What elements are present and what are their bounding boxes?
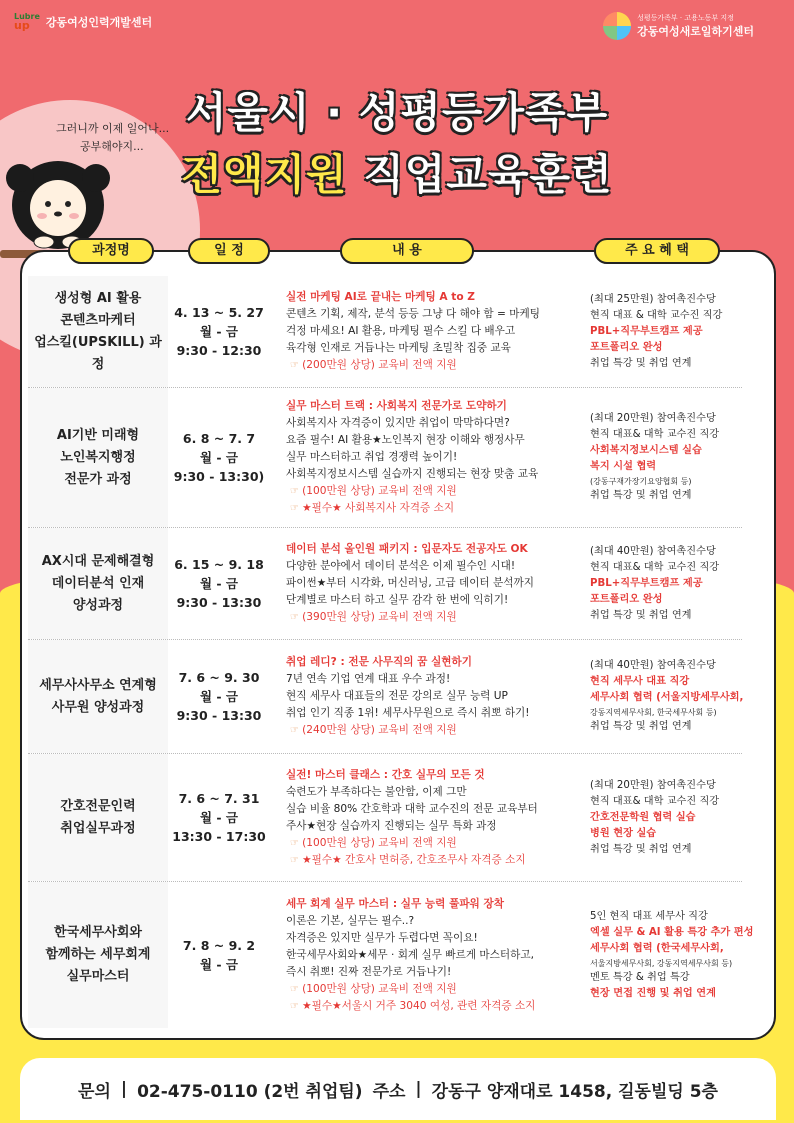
schedule-line: 7. 6 ~ 9. 30 — [178, 670, 260, 685]
content-line: 주사★현장 실습까지 진행되는 실무 특화 과정 — [286, 819, 497, 832]
benefit-line: 현직 대표& 대학 교수진 직강 — [590, 795, 720, 807]
schedule-line: 9:30 - 13:30) — [173, 469, 265, 484]
pointing-hand-icon: ☞ — [290, 486, 303, 497]
schedule-line: 월 - 금 — [199, 450, 239, 465]
schedule-line: 월 - 금 — [199, 957, 239, 972]
benefit-line: PBL+직무부트캠프 제공 — [590, 577, 703, 589]
pointing-hand-icon: ☞ — [290, 837, 303, 849]
course-schedule — [168, 388, 270, 527]
course-schedule — [168, 754, 270, 881]
footer-label: 문의 — [78, 1081, 111, 1102]
benefit-line: 5인 현직 대표 세무사 직강 — [590, 910, 708, 922]
benefit-line: 복지 시설 협력 — [590, 461, 657, 472]
header-benefits: 주 요 혜 택 — [594, 238, 720, 264]
support-point — [286, 835, 582, 852]
logo-right — [603, 12, 754, 40]
course-schedule — [168, 528, 270, 639]
support-point-text: ★필수★ 간호사 면허증, 간호조무사 자격증 소지 — [302, 853, 526, 866]
logo-mark-bottom: up — [14, 19, 30, 32]
course-benefits — [590, 882, 754, 1028]
course-name-line: 노인복지행정 — [60, 449, 136, 465]
course-name — [28, 276, 168, 387]
benefit-line: 현직 대표& 대학 교수진 직강 — [590, 561, 720, 573]
content-line: 요즘 필수! AI 활용★노인복지 현장 이해와 행정사무 — [286, 434, 525, 446]
benefit-line: 세무사회 협력 (서울지방세무사회, — [590, 692, 744, 703]
header-course-name: 과정명 — [68, 238, 154, 264]
logo-left-name: 강동여성인력개발센터 — [45, 15, 153, 29]
course-schedule — [168, 276, 270, 387]
logo-right-small: 성평등가족부 · 고용노동부 지정 — [637, 14, 734, 22]
footer-address: 강동구 양재대로 1458, 길동빌딩 5층 — [431, 1081, 718, 1102]
content-lead: 실전! 마스터 클래스 : 간호 실무의 모든 것 — [286, 768, 485, 781]
benefit-line: 강동지역세무사회, 한국세무사회 등) — [590, 708, 717, 717]
support-point-text: (240만원 상당) 교육비 전액 지원 — [302, 724, 457, 736]
footer-separator: | — [120, 1079, 128, 1099]
content-line: 사회복지정보시스템 실습까지 진행되는 현장 맞춤 교육 — [286, 468, 539, 480]
footer-contact — [20, 1058, 776, 1120]
content-lead: 데이터 분석 올인원 패키지 : 입문자도 전공자도 OK — [286, 543, 528, 555]
pointing-hand-icon: ☞ — [290, 725, 303, 736]
benefit-line: 취업 특강 및 취업 연계 — [590, 843, 692, 855]
pointing-hand-icon: ☞ — [290, 854, 303, 866]
content-line: 다양한 분야에서 데이터 분석은 이제 필수인 시대! — [286, 560, 516, 572]
course-name — [28, 754, 168, 881]
course-row — [28, 276, 742, 388]
pointing-hand-icon: ☞ — [290, 503, 303, 514]
title-rest: 직업교육훈련 — [347, 150, 613, 199]
course-content — [286, 276, 582, 387]
benefit-line: 취업 특강 및 취업 연계 — [590, 357, 692, 369]
course-benefits — [590, 640, 746, 753]
support-point-text: (200만원 상당) 교육비 전액 지원 — [302, 359, 457, 371]
course-row — [28, 882, 754, 1028]
course-name-line: 생성형 AI 활용 — [54, 290, 142, 306]
schedule-line: 월 - 금 — [199, 576, 239, 591]
course-name-line: 세무사사무소 연계형 — [39, 677, 157, 693]
content-line: 이론은 기본, 실무는 필수..? — [286, 914, 415, 927]
support-point — [286, 357, 582, 374]
content-line: 사회복지사 자격증이 있지만 취업이 막막하다면? — [286, 417, 510, 429]
course-name-line: 사무원 양성과정 — [51, 699, 145, 715]
course-content — [286, 388, 582, 527]
support-point-text: (100만원 상당) 교육비 전액 지원 — [302, 982, 457, 995]
content-line: 즉시 취뽀! 진짜 전문가로 거듭나기! — [286, 965, 452, 978]
course-name — [28, 640, 168, 753]
benefit-line: 멘토 특강 & 취업 특강 — [590, 971, 690, 983]
content-line: 콘텐츠 기획, 제작, 분석 등등 그냥 다 해야 함 = 마케팅 — [286, 308, 540, 320]
course-name-line: 업스킬(UPSKILL) 과정 — [34, 334, 162, 372]
content-line: 7년 연속 기업 연계 대표 우수 과정! — [286, 673, 451, 685]
course-name-line: 데이터분석 인재 — [51, 575, 145, 591]
content-line: 숙련도가 부족하다는 불안함, 이제 그만 — [286, 785, 467, 798]
logo-mark — [14, 12, 40, 31]
course-name-line: 한국세무사회와 — [54, 925, 142, 940]
footer-address-label: 주소 — [372, 1081, 406, 1102]
content-line: 파이썬★부터 시각화, 머신러닝, 고급 데이터 분석까지 — [286, 577, 534, 589]
course-row — [28, 528, 742, 640]
benefit-line: (최대 40만원) 참여촉진수당 — [590, 660, 716, 671]
support-point-text: ★필수★서울시 거주 3040 여성, 관련 자격증 소지 — [302, 999, 536, 1012]
logo-circle-icon — [603, 12, 631, 40]
benefit-line: 포트폴리오 완성 — [590, 593, 663, 605]
course-name — [28, 388, 168, 527]
pointing-hand-icon: ☞ — [290, 360, 303, 371]
course-row — [28, 640, 742, 754]
course-name-line: 간호전문인력 — [60, 798, 136, 814]
course-name-line: AX시대 문제해결형 — [41, 553, 155, 569]
footer-separator-2: | — [415, 1079, 422, 1099]
schedule-line: 9:30 - 12:30 — [176, 343, 262, 358]
benefit-line: (최대 25만원) 참여촉진수당 — [590, 293, 716, 305]
benefit-line: (최대 20만원) 참여촉진수당 — [590, 413, 716, 424]
course-content — [286, 528, 582, 639]
bubble-line1: 그러니까 이제 일어나... — [56, 122, 170, 135]
logo-right-name: 강동여성새로일하기센터 — [637, 25, 754, 38]
schedule-line: 9:30 - 13:30 — [176, 708, 262, 723]
content-line: 걱정 마세요! AI 활용, 마케팅 필수 스킬 다 배우고 — [286, 325, 516, 337]
benefit-line: (강동구재가장기요양협회 등) — [590, 477, 692, 486]
content-line: 현직 세무사 대표들의 전문 강의로 실무 능력 UP — [286, 690, 508, 702]
course-name-line: 양성과정 — [72, 597, 124, 613]
course-name — [28, 528, 168, 639]
support-point-text: (390만원 상당) 교육비 전액 지원 — [302, 611, 457, 623]
support-point — [286, 981, 582, 998]
pointing-hand-icon: ☞ — [290, 1000, 303, 1012]
course-row — [28, 388, 742, 528]
benefit-line: 세무사회 협력 (한국세무사회, — [590, 942, 724, 954]
course-schedule — [168, 640, 270, 753]
footer-phone[interactable]: 02-475-0110 (2번 취업팀) — [137, 1081, 363, 1102]
benefit-line: 취업 특강 및 취업 연계 — [590, 490, 692, 501]
course-name-line: 취업실무과정 — [60, 820, 136, 836]
schedule-line: 월 - 금 — [199, 810, 239, 825]
title-line1: 서울시 · 성평등가족부 — [185, 88, 609, 137]
content-lead: 취업 레디? : 전문 사무직의 꿈 실현하기 — [286, 656, 473, 668]
benefit-line: 현직 대표 & 대학 교수진 직강 — [590, 309, 723, 321]
course-benefits — [590, 276, 746, 387]
logo-mark-top: Lubre — [14, 12, 40, 21]
schedule-line: 7. 6 ~ 7. 31 — [178, 791, 260, 806]
benefit-line: 현직 세무사 대표 직강 — [590, 676, 690, 687]
header-content: 내 용 — [340, 238, 474, 264]
logo-left — [14, 12, 152, 31]
support-point-text: (100만원 상당) 교육비 전액 지원 — [302, 485, 457, 497]
support-point — [286, 722, 582, 739]
schedule-line: 6. 15 ~ 9. 18 — [174, 557, 264, 572]
benefit-line: PBL+직무부트캠프 제공 — [590, 325, 703, 337]
support-point-text: (100만원 상당) 교육비 전액 지원 — [302, 836, 457, 849]
course-name-line: 전문가 과정 — [64, 471, 132, 487]
benefit-line: 취업 특강 및 취업 연계 — [590, 609, 692, 621]
content-line: 자격증은 있지만 실무가 두렵다면 꼭이요! — [286, 931, 478, 944]
character-illustration — [6, 150, 116, 250]
course-content — [286, 640, 582, 753]
course-name — [28, 882, 168, 1028]
benefit-line: 서울지방세무사회, 강동지역세무사회 등) — [590, 958, 733, 968]
course-row — [28, 754, 742, 882]
schedule-line: 4. 13 ~ 5. 27 — [174, 305, 264, 320]
benefit-line: 취업 특강 및 취업 연계 — [590, 721, 692, 732]
header-schedule: 일 정 — [188, 238, 270, 264]
content-line: 실습 비율 80% 간호학과 대학 교수진의 전문 교육부터 — [286, 802, 538, 815]
benefit-line: (최대 20만원) 참여촉진수당 — [590, 779, 716, 791]
support-point — [286, 609, 582, 626]
benefit-line: (최대 40만원) 참여촉진수당 — [590, 545, 716, 557]
benefit-line: 병원 현장 실습 — [590, 827, 657, 839]
schedule-line: 9:30 - 13:30 — [176, 595, 262, 610]
course-benefits — [590, 754, 746, 881]
content-line: 육각형 인재로 거듭나는 마케팅 초밀착 집중 교육 — [286, 342, 511, 354]
schedule-line: 13:30 - 17:30 — [172, 829, 266, 844]
course-content — [286, 882, 582, 1028]
support-point — [286, 852, 582, 869]
schedule-line: 월 - 금 — [199, 324, 239, 339]
course-name-line: 실무마스터 — [66, 969, 130, 984]
schedule-line: 7. 8 ~ 9. 2 — [182, 938, 256, 953]
support-point-text: ★필수★ 사회복지사 자격증 소지 — [302, 502, 455, 514]
benefit-line: 현장 면접 진행 및 취업 연계 — [590, 987, 716, 999]
content-lead: 실전 마케팅 AI로 끝내는 마케팅 A to Z — [286, 291, 475, 303]
course-schedule — [168, 882, 270, 1028]
content-lead: 세무 회계 실무 마스터 : 실무 능력 풀파워 장착 — [286, 897, 504, 910]
course-name-line: 함께하는 세무회계 — [45, 947, 151, 962]
support-point — [286, 500, 582, 517]
content-line: 단계별로 마스터 하고 실무 감각 한 번에 익히기! — [286, 594, 509, 606]
content-lead: 실무 마스터 트랙 : 사회복지 전문가로 도약하기 — [286, 400, 507, 412]
content-line: 실무 마스터하고 취업 경쟁력 높이기! — [286, 451, 458, 463]
content-line: 취업 인기 직종 1위! 세무사무원으로 즉시 취뽀 하기! — [286, 707, 530, 719]
benefit-line: 현직 대표& 대학 교수진 직강 — [590, 429, 720, 440]
support-point — [286, 998, 582, 1015]
course-benefits — [590, 388, 746, 527]
content-line: 한국세무사회와★세무 · 회계 실무 빠르게 마스터하고, — [286, 948, 534, 961]
pointing-hand-icon: ☞ — [290, 612, 303, 623]
course-name-line: 콘텐츠마케터 — [60, 312, 136, 328]
benefit-line: 엑셀 실무 & AI 활용 특강 추가 편성 — [590, 926, 754, 938]
course-content — [286, 754, 582, 881]
bubble-line2: 공부해야지... — [80, 140, 144, 153]
support-point — [286, 483, 582, 500]
title-highlight: 전액지원 — [181, 150, 348, 199]
schedule-line: 월 - 금 — [199, 689, 239, 704]
pointing-hand-icon: ☞ — [290, 983, 303, 995]
schedule-line: 6. 8 ~ 7. 7 — [182, 431, 256, 446]
benefit-line: 간호전문학원 협력 실습 — [590, 811, 696, 823]
benefit-line: 사회복지정보시스템 실습 — [590, 445, 702, 456]
benefit-line: 포트폴리오 완성 — [590, 341, 663, 353]
course-benefits — [590, 528, 746, 639]
course-name-line: AI기반 미래형 — [56, 427, 140, 443]
